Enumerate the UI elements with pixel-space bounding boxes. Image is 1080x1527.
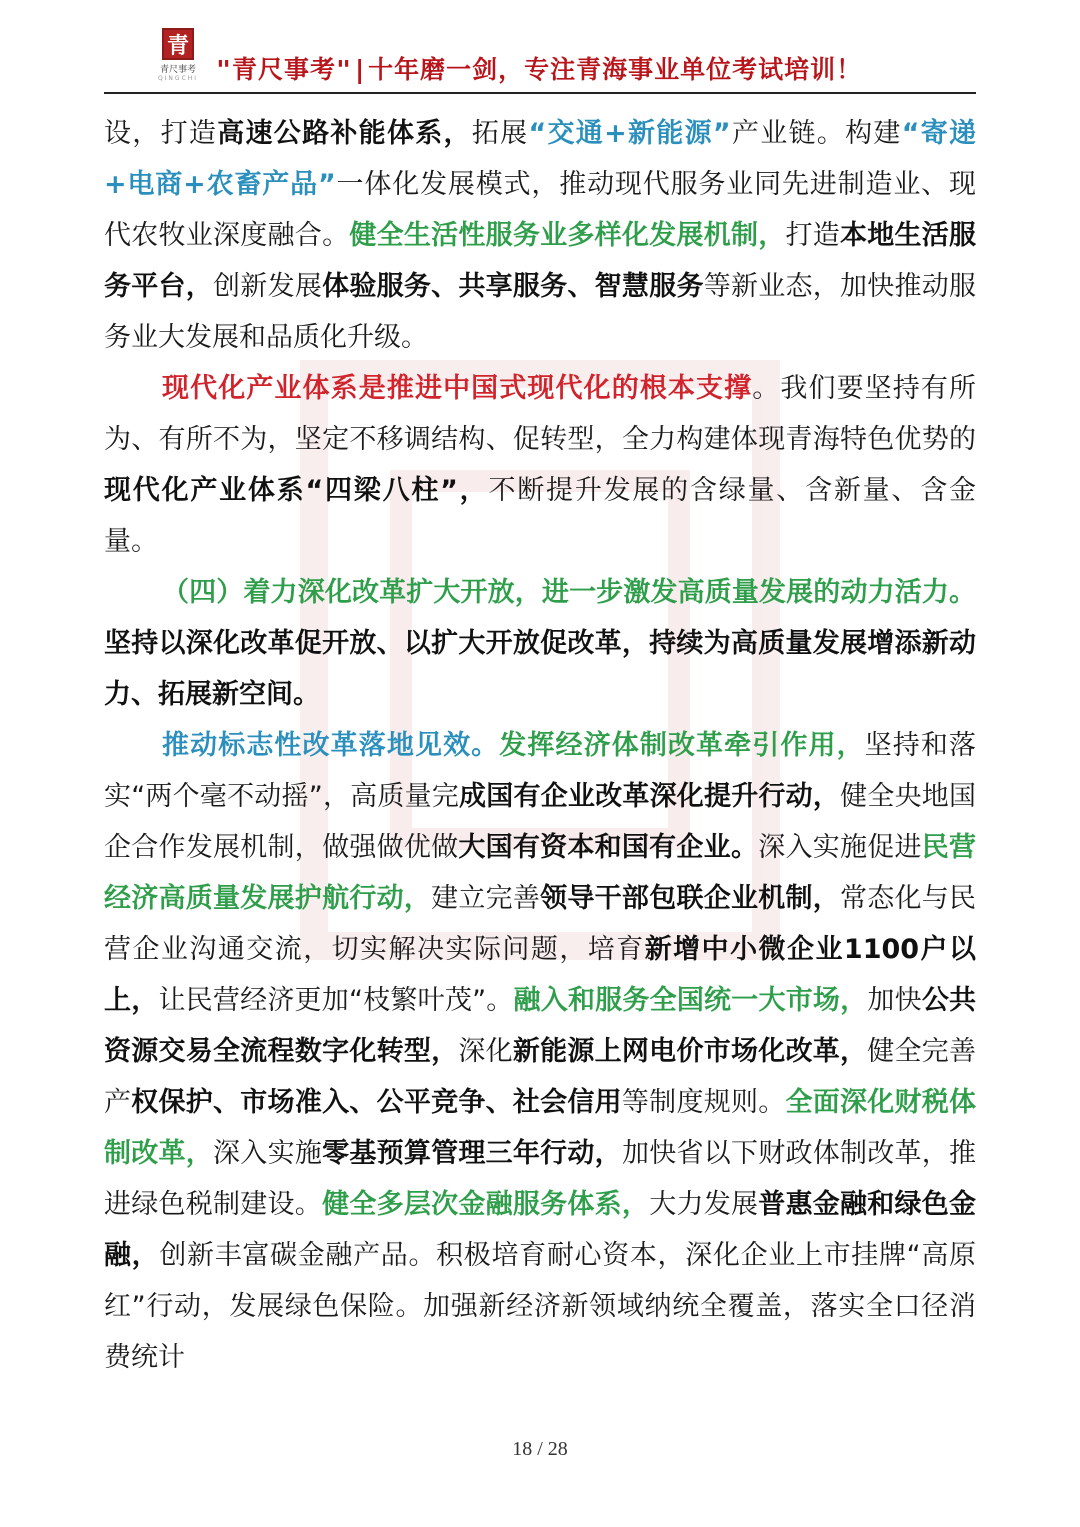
text-run: 体验服务、共享服务、智慧服务 [322,271,704,302]
logo-seal: 青 [162,28,194,60]
text-run: 加快省以下财政体制改革，推进绿色税制建设。 [104,1138,977,1220]
text-run: 成国有企业改革深化提升行动， [459,781,841,812]
text-run: 创新丰富碳金融产品。积极培育耐心资本，深化企业上市挂牌“高原红”行动，发展绿色保险。加强新经济新领域纳统全覆盖，落实全口径消费统计 [104,1240,976,1373]
text-run: 权保护、市场准入、公平竞争、社会信用 [131,1087,622,1118]
text-run: “交通+新能源” [528,118,731,149]
text-run: 现代化产业体系是推进中国式现代化的根本支撑 [162,373,753,404]
text-run: 领导干部包联企业机制， [540,883,840,914]
text-run: 拓展 [471,118,529,149]
text-run: 健全完善产 [104,1036,977,1118]
text-run: 融入和服务全国统一大市场， [513,985,868,1016]
logo-text: 青尺事考 [159,65,196,75]
text-run: （四）着力深化改革扩大开放，进一步激发高质量发展的动力活力。 [162,577,976,608]
text-run: 大力发展 [649,1189,759,1220]
text-run: 。我们要坚持有所为、有所不为，坚定不移调结构、促转型，全力构建体现青海特色优势的 [104,373,976,455]
page-header [104,20,976,94]
text-run: 高速公路补能体系， [217,118,472,149]
text-run: 常态化与民营企业沟通交流，切实解决实际问题，培育 [104,883,977,965]
text-run: 等制度规则。 [621,1087,786,1118]
text-run: 零基预算管理三年行动， [322,1138,622,1169]
text-run: “寄递+电商+农畜产品” [104,118,977,200]
text-run: 深化 [458,1036,513,1067]
text-run: 大国有资本和国有企业。 [458,832,759,863]
text-run: 公共资源交易全流程数字化转型， [104,985,977,1067]
text-run: 等新业态，加快推动服务业大发展和品质化升级。 [104,271,977,353]
text-run: 深入实施 [213,1138,323,1169]
text-run: 新能源上网电价市场化改革， [512,1036,868,1067]
paragraph-1 [104,108,976,363]
header-slogan: "青尺事考"|十年磨一剑，专注青海事业单位考试培训！ [216,55,863,84]
text-run: 健全央地国企合作发展机制，做强做优做 [104,781,977,863]
text-run: 现代化产业体系“四梁八柱”， [104,475,489,506]
text-run: 发挥经济体制改革牵引作用， [499,730,865,761]
paragraph-4 [104,720,976,1383]
text-run: 不断提升发展的含绿量、含新量、含金量。 [104,475,977,557]
logo-subtext: QINGCHI [157,75,199,82]
document-body [104,108,976,1383]
text-run: 普惠金融和绿色金融， [104,1189,977,1271]
text-run: 打造 [785,220,840,251]
text-run: 创新发展 [213,271,323,302]
page-number: 18 / 28 [512,1438,568,1460]
logo [152,28,204,82]
text-run: 健全多层次金融服务体系， [322,1189,650,1220]
text-run: 坚持和落实“两个毫不动摇”，高质量完 [104,730,977,812]
text-run: 深入实施促进 [758,832,922,863]
text-run: 健全生活性服务业多样化发展机制， [349,220,786,251]
text-run: 民营经济高质量发展护航行动， [104,832,977,914]
paragraph-3 [104,567,976,720]
text-run: 建立完善 [431,883,541,914]
text-run: 本地生活服务平台， [104,220,977,302]
text-run: 全面深化财税体制改革， [104,1087,977,1169]
paragraph-2 [104,363,976,567]
text-run: 坚持以深化改革促开放、以扩大开放促改革，持续为高质量发展增添新动力、拓展新空间。 [104,628,976,710]
text-run: 设，打造 [104,118,218,149]
text-run: 加快 [867,985,922,1016]
text-run: 让民营经济更加“枝繁叶茂”。 [158,985,514,1016]
text-run: 产业链。构建 [730,118,902,149]
text-run: 新增中小微企业1100户以上， [104,934,976,1016]
text-run: 一体化发展模式，推动现代服务业同先进制造业、现代农牧业深度融合。 [104,169,976,251]
text-run: 推动标志性改革落地见效。 [162,730,500,761]
